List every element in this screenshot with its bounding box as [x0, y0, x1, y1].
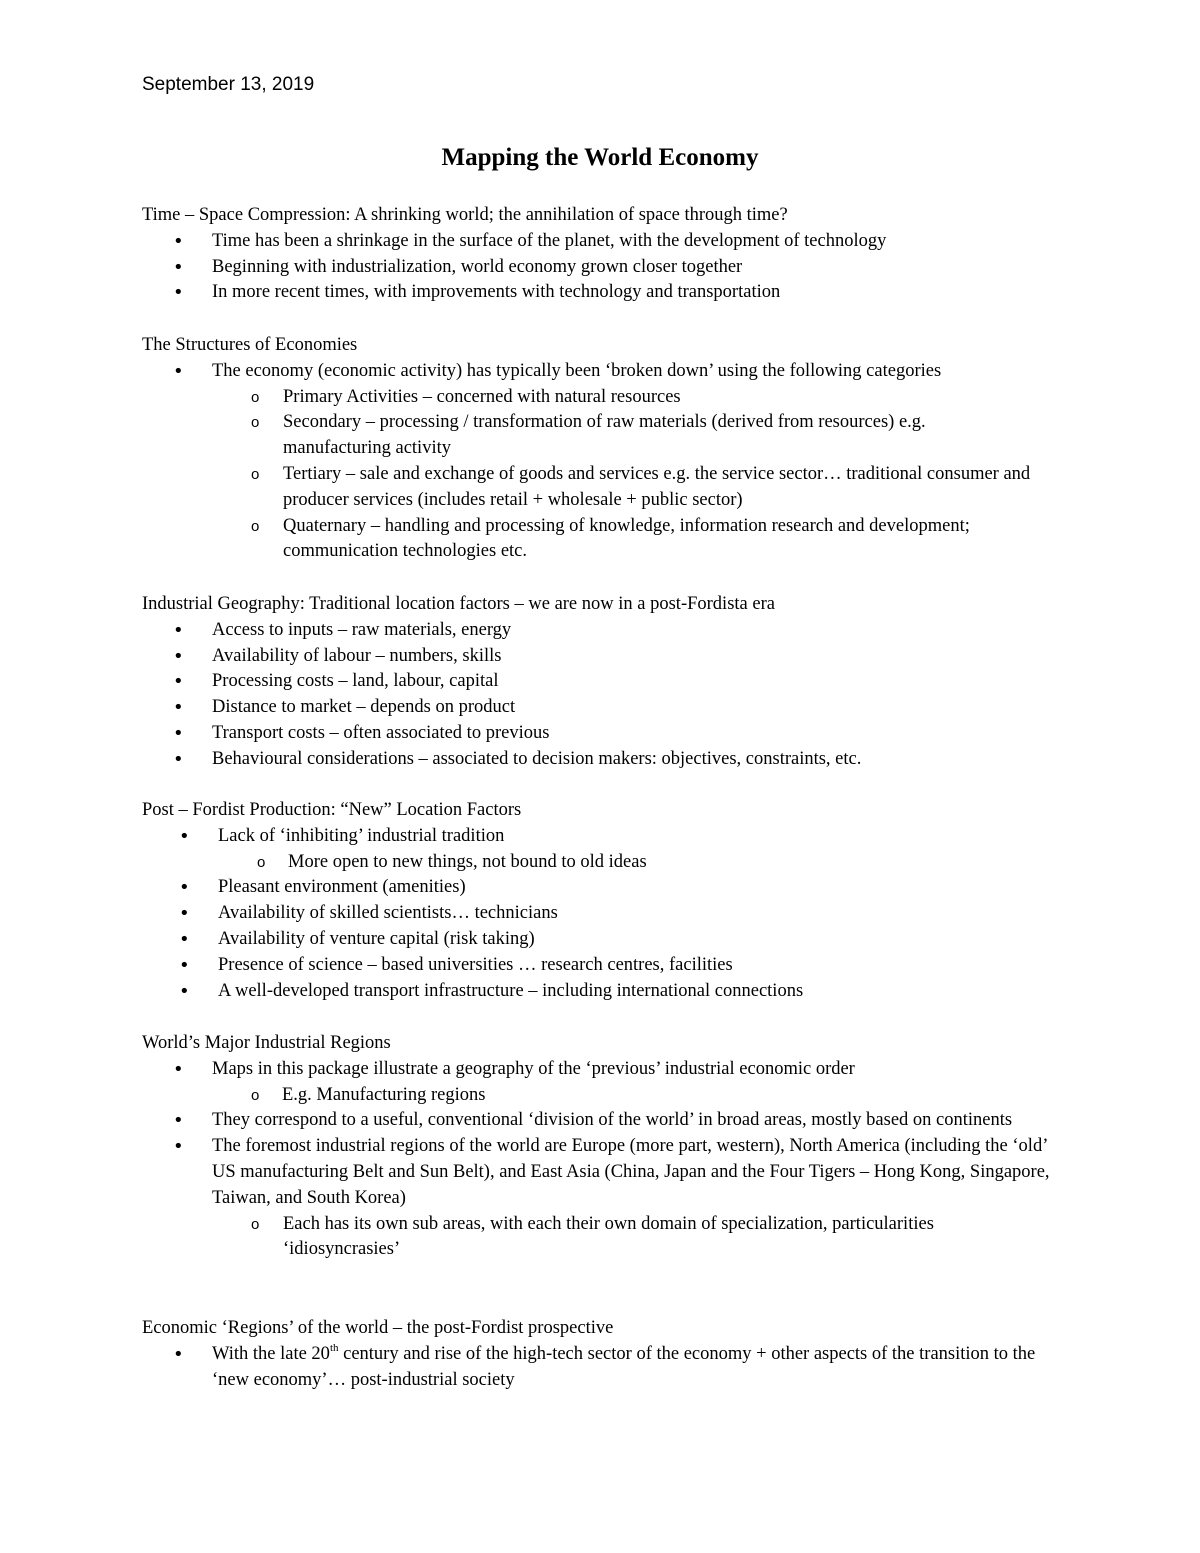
section-major-industrial-regions [142, 1031, 1062, 1263]
list-item-text: The foremost industrial regions of the world are Europe (more part, western), North America (including the ‘old’ US manufacturing Belt and Sun Belt), and East Asia (China, Japan and the Four Tigers – Hong Kong, Singapore, Taiwan, and South Korea) [212, 1136, 1050, 1208]
list-item [142, 359, 1062, 565]
section-heading: World’s Major Industrial Regions [142, 1033, 391, 1053]
section-heading: Time – Space Compression: A shrinking world; the annihilation of space through time? [142, 205, 788, 225]
list-item: • In more recent times, with improvements with technology and transportation [142, 280, 1062, 306]
list-item-text: Maps in this package illustrate a geography of the ‘previous’ industrial economic order [212, 1058, 855, 1079]
sub-list-item: o Secondary – processing / transformation of raw materials (derived from resources) e.g. manufacturing activity [142, 410, 1034, 462]
list-item: • They correspond to a useful, conventional ‘division of the world’ in broad areas, mostly based on continents [142, 1108, 1062, 1134]
list-item: • Beginning with industrialization, world economy grown closer together [142, 255, 1062, 281]
list-item-text: The economy (economic activity) has typically been ‘broken down’ using the following categories [212, 360, 942, 381]
bullet-list [142, 359, 1062, 565]
bullet-list [142, 618, 1062, 773]
bullet-list [142, 824, 1062, 1005]
bullet-list [142, 229, 1062, 306]
sub-list-item: o E.g. Manufacturing regions [136, 1083, 1062, 1109]
list-item [142, 1057, 1062, 1109]
page-title: Mapping the World Economy [441, 144, 759, 171]
superscript: th [329, 1341, 339, 1354]
list-item [142, 1342, 1062, 1394]
section-heading: Post – Fordist Production: “New” Location Factors [142, 800, 522, 820]
list-item: • Distance to market – depends on product [142, 695, 1062, 721]
sub-list-item: o More open to new things, not bound to old ideas [142, 850, 1062, 876]
section-heading: The Structures of Economies [142, 335, 358, 355]
section-economic-regions [142, 1316, 1062, 1393]
list-item: • Pleasant environment (amenities) [142, 875, 1062, 901]
list-item: • Availability of labour – numbers, skills [142, 644, 1062, 670]
sub-list-item: o Primary Activities – concerned with natural resources [142, 385, 1034, 411]
list-item [142, 824, 1062, 876]
list-item: • Time has been a shrinkage in the surface of the planet, with the development of technology [142, 229, 1062, 255]
list-item: • Presence of science – based universities … research centres, facilities [142, 953, 1062, 979]
sub-list [218, 850, 1062, 876]
section-heading: Economic ‘Regions’ of the world – the post-Fordist prospective [142, 1318, 614, 1338]
bullet-list [142, 1342, 1062, 1394]
sub-list-item: o Tertiary – sale and exchange of goods and services e.g. the service sector… traditional consumer and producer services (includes retail + wholesale + public sector) [142, 462, 1034, 514]
sub-list [212, 1083, 1062, 1109]
sub-list-item: o Quaternary – handling and processing of knowledge, information research and development; communication technologies etc. [142, 514, 1034, 566]
list-item: • Availability of venture capital (risk taking) [142, 927, 1062, 953]
list-item: • Transport costs – often associated to previous [142, 721, 1062, 747]
list-item: • A well-developed transport infrastructure – including international connections [142, 979, 1062, 1005]
sub-list [212, 385, 1062, 566]
section-heading: Industrial Geography: Traditional location factors – we are now in a post-Fordista era [142, 594, 775, 614]
bullet-list [142, 1057, 1062, 1263]
list-item-text: Lack of ‘inhibiting’ industrial tradition [218, 825, 505, 846]
list-item [142, 1134, 1062, 1263]
list-item-text-end: century and rise of the high-tech sector of the economy + other aspects of the transition to the ‘new economy’… post-industrial society [212, 1343, 1036, 1390]
date: September 13, 2019 [142, 74, 315, 95]
sub-list-item: o Each has its own sub areas, with each their own domain of specialization, particularities ‘idiosyncrasies’ [142, 1212, 1043, 1264]
section-industrial-geography [142, 592, 1062, 773]
list-item: • Access to inputs – raw materials, energy [142, 618, 1062, 644]
list-item-text-start: With the late 20 [212, 1343, 330, 1364]
list-item: • Behavioural considerations – associated to decision makers: objectives, constraints, etc. [142, 747, 1062, 773]
list-item: • Processing costs – land, labour, capital [142, 669, 1062, 695]
section-post-fordist-production [142, 798, 1062, 1004]
section-time-space-compression [142, 203, 1062, 306]
sub-list [212, 1212, 1062, 1264]
list-item: • Availability of skilled scientists… technicians [142, 901, 1062, 927]
section-structures-of-economies [142, 333, 1062, 565]
